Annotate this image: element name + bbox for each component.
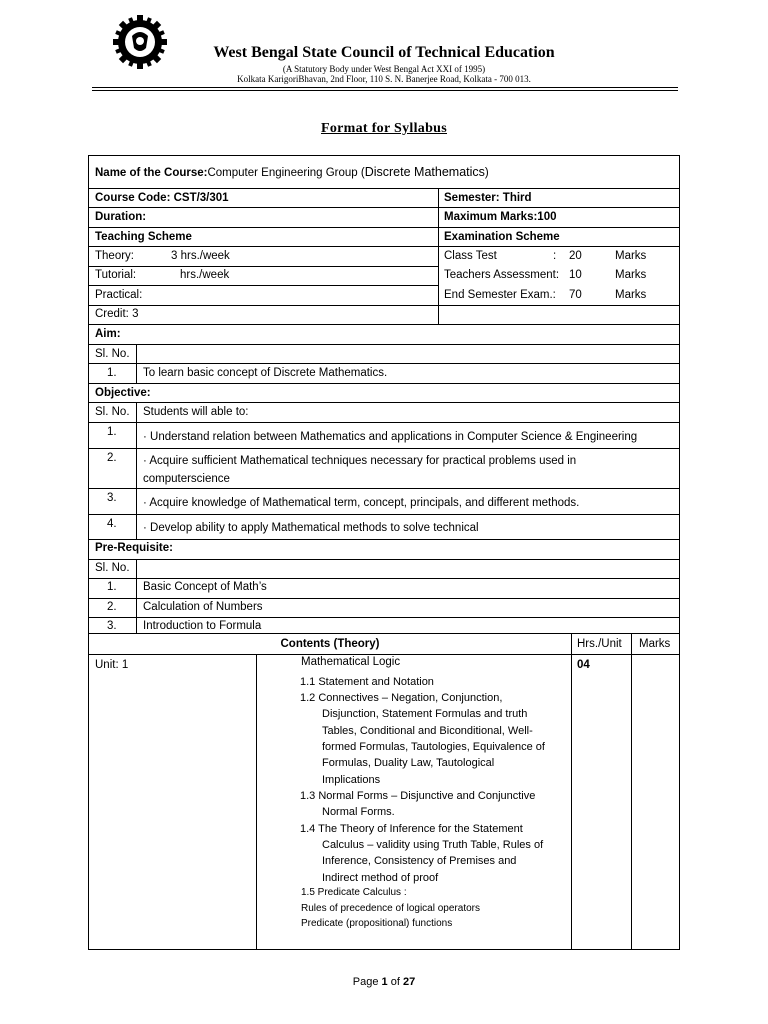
- table-rule: [136, 344, 137, 383]
- credit: Credit: 3: [95, 308, 139, 320]
- prerequisite-row-number: 2.: [107, 601, 117, 613]
- page-total: 27: [402, 976, 416, 988]
- exam-teachers-value: 10: [569, 269, 582, 281]
- prerequisite-row-text: Introduction to Formula: [143, 620, 262, 632]
- content-item: Implications: [322, 774, 381, 786]
- table-rule: [89, 207, 679, 208]
- table-rule: [89, 266, 438, 267]
- table-rule: [89, 344, 679, 345]
- contents-header: Contents (Theory): [280, 638, 380, 650]
- table-rule: [89, 227, 679, 228]
- exam-class-test-unit: Marks: [615, 250, 647, 262]
- page-prefix: Page: [352, 976, 382, 988]
- content-item: 1.1 Statement and Notation: [300, 676, 434, 688]
- prerequisite-row-text: Basic Concept of Math’s: [143, 581, 267, 593]
- table-rule: [571, 633, 572, 950]
- table-rule: [438, 188, 439, 325]
- table-rule: [89, 383, 679, 384]
- aim-slno-header: Sl. No.: [95, 348, 130, 360]
- unit-label: Unit: 1: [95, 659, 129, 671]
- prerequisite-slno-header: Sl. No.: [95, 562, 130, 574]
- table-rule: [89, 246, 679, 247]
- exam-class-test-label: Class Test: [444, 250, 497, 262]
- content-item: Indirect method of proof: [322, 872, 439, 884]
- document-header: [0, 0, 768, 92]
- content-item: Normal Forms.: [322, 806, 395, 818]
- course-subject: Discrete Mathematics: [364, 165, 485, 179]
- exam-end-semester-value: 70: [569, 289, 582, 301]
- table-rule: [631, 633, 632, 950]
- document-title: Format for Syllabus: [321, 121, 447, 136]
- exam-end-semester-label: End Semester Exam.:: [444, 289, 556, 301]
- objective-row-text: · Acquire knowledge of Mathematical term, concept, principals, and different methods.: [143, 497, 580, 509]
- organization-name: West Bengal State Council of Technical Education: [213, 44, 555, 61]
- objective-row-text: · Acquire sufficient Mathematical techniques necessary for practical problems used in: [143, 455, 577, 467]
- objective-row-number: 2.: [107, 452, 117, 464]
- semester: Semester: Third: [444, 192, 532, 204]
- page-of: of: [387, 976, 403, 988]
- table-rule: [89, 539, 679, 540]
- table-rule: [89, 488, 679, 489]
- table-rule: [89, 402, 679, 403]
- exam-class-test-colon: :: [553, 250, 557, 262]
- table-rule: [89, 448, 679, 449]
- objective-row-number: 3.: [107, 492, 117, 504]
- tutorial-value: hrs./week: [180, 269, 230, 281]
- unit-title: Mathematical Logic: [301, 656, 401, 668]
- theory-label: Theory:: [95, 250, 134, 262]
- content-item: Predicate (propositional) functions: [301, 918, 453, 929]
- teaching-scheme: Teaching Scheme: [95, 231, 192, 243]
- course-code: Course Code: CST/3/301: [95, 192, 229, 204]
- tutorial-label: Tutorial:: [95, 269, 137, 281]
- course-name-value: Computer Engineering Group (: [207, 167, 365, 179]
- content-item: Tables, Conditional and Biconditional, Well-: [322, 725, 533, 737]
- marks-header: Marks: [639, 638, 671, 650]
- syllabus-table: [88, 155, 680, 950]
- unit-hours: 04: [577, 659, 590, 671]
- prerequisite-row-number: 1.: [107, 581, 117, 593]
- organization-address: Kolkata KarigoriBhavan, 2nd Floor, 110 S. N. Banerjee Road, Kolkata - 700 013.: [237, 74, 531, 84]
- table-rule: [136, 402, 137, 539]
- table-rule: [89, 598, 679, 599]
- table-rule: [89, 363, 679, 364]
- organization-subtitle: (A Statutory Body under West Bengal Act XXI of 1995): [282, 64, 486, 74]
- header-rule: [92, 90, 678, 91]
- practical-label: Practical:: [95, 289, 143, 301]
- table-rule: [89, 188, 679, 189]
- objective-row-text-continued: computerscience: [143, 473, 230, 485]
- objective-row-text: · Understand relation between Mathematics and applications in Computer Science & Engineering: [143, 431, 638, 443]
- content-item: 1.2 Connectives – Negation, Conjunction,: [300, 692, 503, 704]
- prerequisite-row-number: 3.: [107, 620, 117, 632]
- content-item: Inference, Consistency of Premises and: [322, 855, 517, 867]
- content-item: formed Formulas, Tautologies, Equivalence of: [322, 741, 545, 753]
- exam-teachers-label: Teachers Assessment:: [444, 269, 560, 281]
- table-rule: [89, 578, 679, 579]
- objective-row-number: 4.: [107, 518, 117, 530]
- table-rule: [89, 422, 679, 423]
- objective-slno-header: Sl. No.: [95, 406, 130, 418]
- course-name-row: [95, 165, 489, 180]
- table-rule: [89, 559, 679, 560]
- table-rule: [89, 617, 679, 618]
- course-name-label: Name of the Course:: [95, 167, 208, 179]
- table-rule: [256, 654, 257, 950]
- content-item: Formulas, Duality Law, Tautological: [322, 757, 495, 769]
- exam-end-semester-unit: Marks: [615, 289, 647, 301]
- table-rule: [89, 305, 679, 306]
- content-item: Rules of precedence of logical operators: [301, 903, 480, 914]
- prerequisite-row-text: Calculation of Numbers: [143, 601, 263, 613]
- prerequisite-label: Pre-Requisite:: [95, 542, 173, 554]
- content-item: Calculus – validity using Truth Table, Rules of: [322, 839, 544, 851]
- content-item: 1.5 Predicate Calculus :: [301, 887, 407, 898]
- exam-class-test-value: 20: [569, 250, 582, 262]
- aim-row-text: To learn basic concept of Discrete Mathematics.: [143, 367, 388, 379]
- council-logo-icon: [112, 14, 168, 70]
- page-number: 1: [381, 976, 388, 988]
- maximum-marks: Maximum Marks:100: [444, 211, 557, 223]
- exam-teachers-unit: Marks: [615, 269, 647, 281]
- examination-scheme: Examination Scheme: [444, 231, 560, 243]
- hrs-unit-header: Hrs./Unit: [577, 638, 622, 650]
- header-rule: [92, 87, 678, 88]
- aim-label: Aim:: [95, 328, 121, 340]
- objective-row-text: · Develop ability to apply Mathematical methods to solve technical: [143, 522, 479, 534]
- course-name-close: ): [484, 167, 489, 179]
- content-item: 1.3 Normal Forms – Disjunctive and Conjunctive: [300, 790, 536, 802]
- objective-label: Objective:: [95, 387, 151, 399]
- table-rule: [89, 514, 679, 515]
- duration: Duration:: [95, 211, 147, 223]
- table-rule: [89, 324, 679, 325]
- page-footer: [0, 976, 768, 988]
- content-item: Disjunction, Statement Formulas and truth: [322, 708, 528, 720]
- objective-intro: Students will able to:: [143, 406, 249, 418]
- table-rule: [89, 633, 679, 634]
- theory-value: 3 hrs./week: [171, 250, 230, 262]
- aim-row-number: 1.: [107, 367, 117, 379]
- table-rule: [136, 559, 137, 633]
- objective-row-number: 1.: [107, 426, 117, 438]
- content-item: 1.4 The Theory of Inference for the Statement: [300, 823, 523, 835]
- table-rule: [89, 285, 438, 286]
